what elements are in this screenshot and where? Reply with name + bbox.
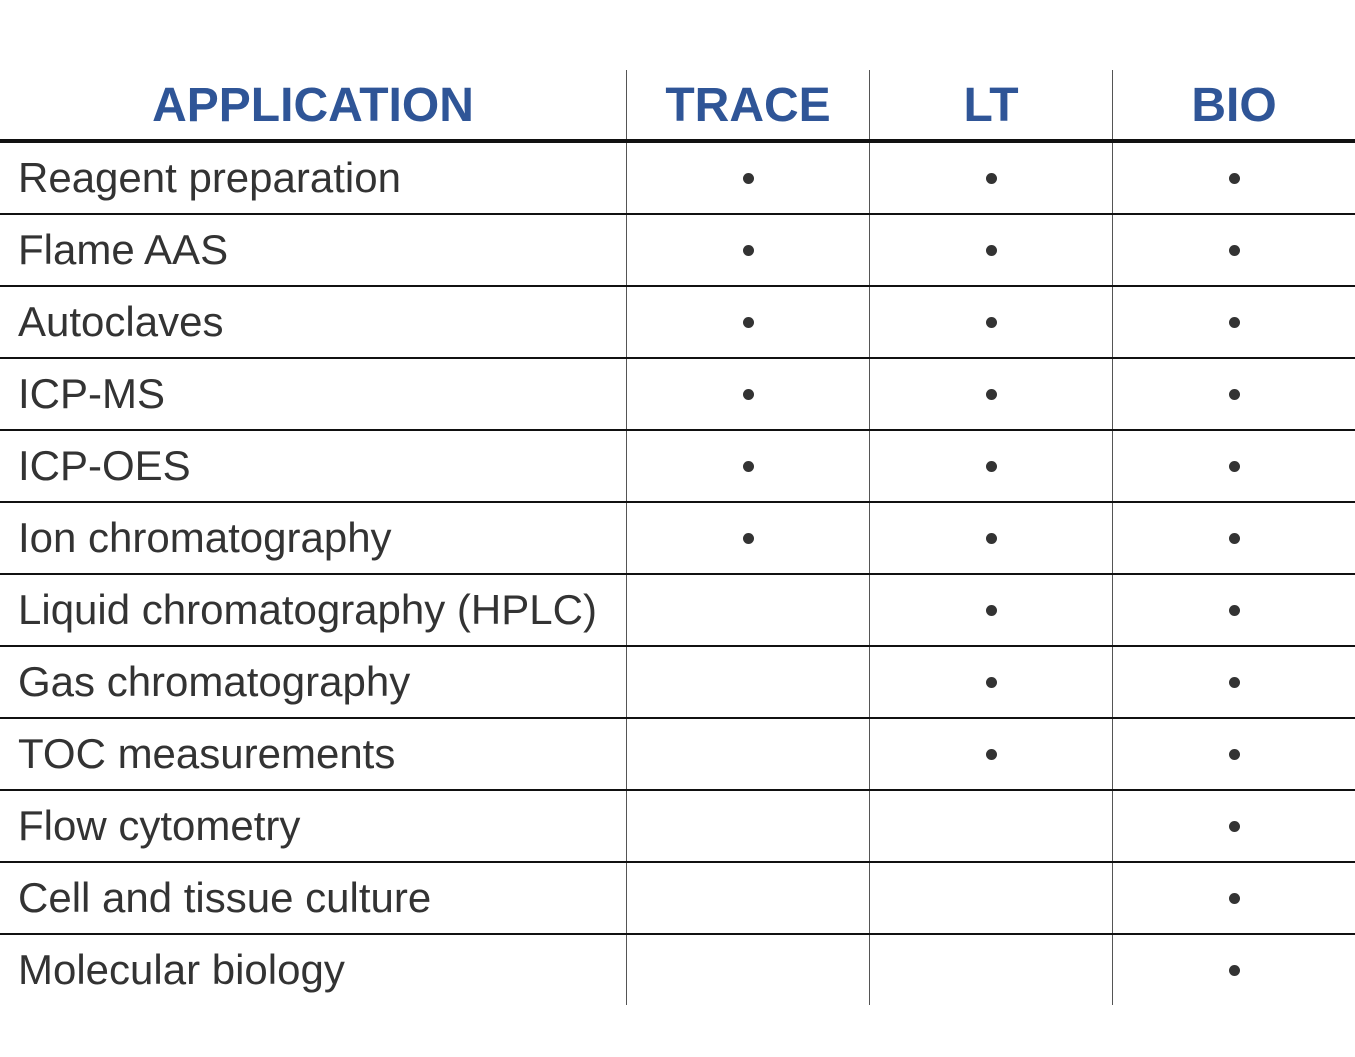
table-row: [0, 359, 1355, 431]
table-row: [0, 791, 1355, 863]
bullet-dot-icon: [986, 173, 997, 184]
table-row: [0, 215, 1355, 287]
bullet-dot-icon: [743, 389, 754, 400]
lt-cell: [869, 143, 1112, 213]
table-row: [0, 647, 1355, 719]
trace-cell: [626, 935, 869, 1005]
bio-cell: [1112, 287, 1355, 357]
bullet-dot-icon: [743, 173, 754, 184]
bullet-dot-icon: [1229, 821, 1240, 832]
lt-cell: [869, 719, 1112, 789]
bullet-dot-icon: [986, 605, 997, 616]
lt-cell: [869, 287, 1112, 357]
bullet-dot-icon: [986, 389, 997, 400]
bullet-dot-icon: [1229, 173, 1240, 184]
bullet-dot-icon: [1229, 677, 1240, 688]
trace-cell: [626, 359, 869, 429]
trace-cell: [626, 719, 869, 789]
table-body: [0, 143, 1355, 1005]
bullet-dot-icon: [1229, 749, 1240, 760]
bio-cell: [1112, 575, 1355, 645]
lt-cell: [869, 431, 1112, 501]
trace-cell: [626, 215, 869, 285]
application-name: Flame AAS: [18, 226, 229, 273]
header-lt: LT: [869, 70, 1112, 139]
lt-cell: [869, 647, 1112, 717]
table-row: [0, 143, 1355, 215]
header-trace: TRACE: [626, 70, 869, 139]
trace-cell: [626, 647, 869, 717]
application-name: Cell and tissue culture: [18, 874, 432, 921]
trace-cell: [626, 503, 869, 573]
bullet-dot-icon: [743, 533, 754, 544]
application-name: Liquid chromatography (HPLC): [18, 586, 597, 633]
lt-cell: [869, 359, 1112, 429]
application-name: Reagent preparation: [18, 154, 401, 201]
bullet-dot-icon: [986, 317, 997, 328]
bio-cell: [1112, 647, 1355, 717]
bullet-dot-icon: [986, 245, 997, 256]
trace-cell: [626, 287, 869, 357]
table-row: [0, 575, 1355, 647]
bio-cell: [1112, 359, 1355, 429]
bio-cell: [1112, 215, 1355, 285]
bullet-dot-icon: [1229, 965, 1240, 976]
table-row: [0, 287, 1355, 359]
bullet-dot-icon: [1229, 893, 1240, 904]
lt-cell: [869, 575, 1112, 645]
application-name: Molecular biology: [18, 946, 345, 993]
bio-cell: [1112, 863, 1355, 933]
header-application: APPLICATION: [152, 78, 474, 132]
bullet-dot-icon: [986, 461, 997, 472]
bio-cell: [1112, 791, 1355, 861]
bullet-dot-icon: [1229, 605, 1240, 616]
trace-cell: [626, 575, 869, 645]
application-name: ICP-MS: [18, 370, 165, 417]
bullet-dot-icon: [1229, 461, 1240, 472]
bio-cell: [1112, 431, 1355, 501]
trace-cell: [626, 143, 869, 213]
bullet-dot-icon: [1229, 389, 1240, 400]
table-row: [0, 935, 1355, 1005]
table-header-row: [0, 70, 1355, 143]
trace-cell: [626, 863, 869, 933]
application-name: Gas chromatography: [18, 658, 411, 705]
lt-cell: [869, 791, 1112, 861]
bullet-dot-icon: [1229, 533, 1240, 544]
bio-cell: [1112, 935, 1355, 1005]
application-name: Autoclaves: [18, 298, 224, 345]
table-row: [0, 503, 1355, 575]
application-name: TOC measurements: [18, 730, 396, 777]
table-row: [0, 719, 1355, 791]
bullet-dot-icon: [743, 461, 754, 472]
bio-cell: [1112, 143, 1355, 213]
lt-cell: [869, 863, 1112, 933]
trace-cell: [626, 431, 869, 501]
table-row: [0, 431, 1355, 503]
bullet-dot-icon: [1229, 317, 1240, 328]
table-row: [0, 863, 1355, 935]
bio-cell: [1112, 719, 1355, 789]
lt-cell: [869, 215, 1112, 285]
application-name: Flow cytometry: [18, 802, 301, 849]
bullet-dot-icon: [743, 317, 754, 328]
lt-cell: [869, 935, 1112, 1005]
bio-cell: [1112, 503, 1355, 573]
application-table: [0, 70, 1355, 1005]
bullet-dot-icon: [986, 749, 997, 760]
application-name: Ion chromatography: [18, 514, 392, 561]
application-name: ICP-OES: [18, 442, 191, 489]
bullet-dot-icon: [986, 533, 997, 544]
bullet-dot-icon: [743, 245, 754, 256]
bullet-dot-icon: [986, 677, 997, 688]
header-bio: BIO: [1112, 70, 1355, 139]
bullet-dot-icon: [1229, 245, 1240, 256]
lt-cell: [869, 503, 1112, 573]
trace-cell: [626, 791, 869, 861]
